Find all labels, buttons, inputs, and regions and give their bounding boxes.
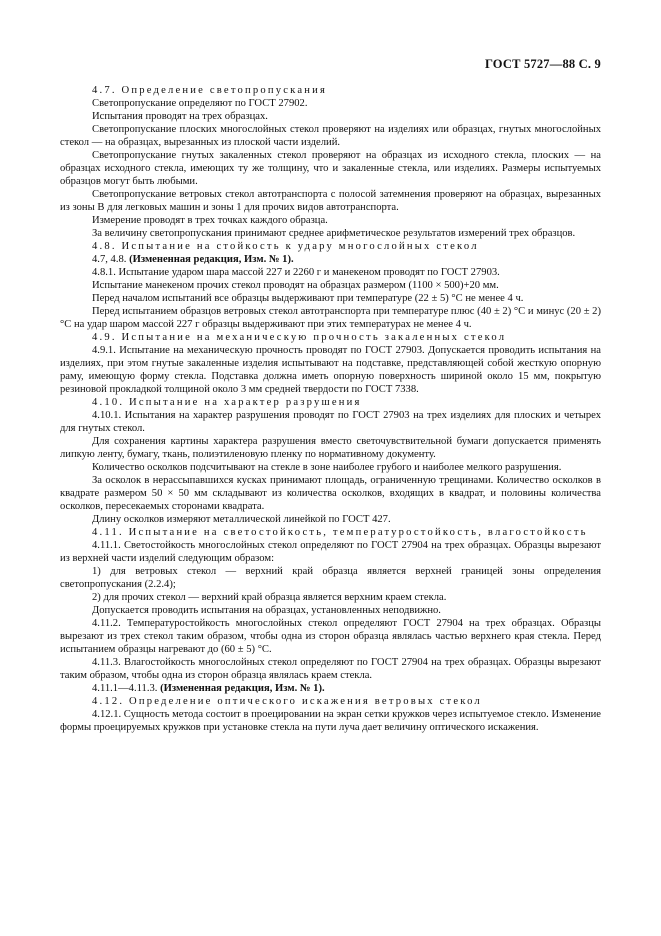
paragraph-text: 4.9.1. Испытание на механическую прочность проводят по ГОСТ 27903. Допускается проводить испытания на изделиях, при этом гнутые закаленные изделия испытывают на подставке, представляющей собой жесткую опорную раму, имеющую форму стекла. Подставка должна иметь опорную поверхность шириной около 15 мм, покрытую резиновой прокладкой толщиной около 3 мм средней твердости по ГОСТ 7338. bbox=[60, 345, 601, 395]
paragraph-text: Перед испытанием образцов ветровых стекол автотранспорта при температуре плюс (40 ± 2) °С и минус (20 ± 2) °С на удар шаром массой 227 г образцы выдерживают при этих температурах не менее 4 ч. bbox=[60, 306, 601, 330]
paragraph-text: Светопропускание определяют по ГОСТ 27902. bbox=[92, 98, 308, 109]
paragraph bbox=[60, 305, 601, 331]
paragraph bbox=[60, 266, 601, 279]
paragraph-text: 4.12. Определение оптического искажения ветровых стекол bbox=[92, 696, 482, 707]
paragraph bbox=[60, 708, 601, 734]
paragraph-text: 4.8. Испытание на стойкость к удару многослойных стекол bbox=[92, 241, 479, 252]
paragraph-text: 4.8.1. Испытание ударом шара массой 227 и 2260 г и манекеном проводят по ГОСТ 27903. bbox=[92, 267, 500, 278]
paragraph bbox=[60, 279, 601, 292]
paragraph-text: Допускается проводить испытания на образцах, установленных неподвижно. bbox=[92, 605, 441, 616]
paragraph bbox=[60, 604, 601, 617]
section-heading bbox=[60, 695, 601, 708]
paragraph bbox=[60, 617, 601, 656]
paragraph-text: За величину светопропускания принимают среднее арифметическое результатов измерений трех образцов. bbox=[92, 228, 576, 239]
paragraph bbox=[60, 565, 601, 591]
paragraph bbox=[60, 461, 601, 474]
document-body bbox=[60, 84, 601, 734]
paragraph-text: 4.7, 4.8. bbox=[92, 254, 130, 265]
paragraph-text: 2) для прочих стекол — верхний край образца является верхним краем стекла. bbox=[92, 592, 447, 603]
paragraph bbox=[60, 344, 601, 396]
paragraph-text: 4.11.2. Температуростойкость многослойных стекол определяют ГОСТ 27904 на трех образцах. Образцы вырезают из трех стекол таким образом, чтобы одна из сторон образца являлась частью верхнего края стекла. Перед испытанием образцы нагревают до (60 ± 5) °С. bbox=[60, 618, 601, 655]
paragraph-text: Светопропускание гнутых закаленных стекол проверяют на образцах из исходного стекла, плоских — на образцах исходного стекла, имеющих ту же толщину, что и закаленные стекла, или изделиях. Размеры испытуемых образцов могут быть любыми. bbox=[60, 150, 601, 187]
paragraph-text: 4.11.3. Влагостойкость многослойных стекол определяют по ГОСТ 27904 на трех образцах. Образцы вырезают таким образом, чтобы одна из сторон образца являлась краем стекла. bbox=[60, 657, 601, 681]
amendment-note: (Измененная редакция, Изм. № 1). bbox=[129, 254, 294, 265]
paragraph bbox=[60, 292, 601, 305]
paragraph bbox=[60, 253, 601, 266]
paragraph bbox=[60, 409, 601, 435]
paragraph-text: За осколок в нерассыпавшихся кусках принимают площадь, ограниченную трещинами. Количество осколков в квадрате размером 50 × 50 мм складывают из количества осколков, входящих в квадрат, и половины количества осколков, пересекаемых сторонами квадрата. bbox=[60, 475, 601, 512]
paragraph-text: 4.10.1. Испытания на характер разрушения проводят по ГОСТ 27903 на трех изделиях для плоских и четырех для гнутых стекол. bbox=[60, 410, 601, 434]
paragraph bbox=[60, 474, 601, 513]
section-heading bbox=[60, 331, 601, 344]
paragraph bbox=[60, 682, 601, 695]
paragraph-text: Длину осколков измеряют металлической линейкой по ГОСТ 427. bbox=[92, 514, 391, 525]
paragraph bbox=[60, 591, 601, 604]
amendment-note: (Измененная редакция, Изм. № 1). bbox=[160, 683, 325, 694]
paragraph bbox=[60, 214, 601, 227]
paragraph-text: 4.10. Испытание на характер разрушения bbox=[92, 397, 362, 408]
paragraph-text: 4.9. Испытание на механическую прочность закаленных стекол bbox=[92, 332, 507, 343]
paragraph bbox=[60, 149, 601, 188]
paragraph bbox=[60, 435, 601, 461]
paragraph bbox=[60, 110, 601, 123]
section-heading bbox=[60, 240, 601, 253]
paragraph bbox=[60, 123, 601, 149]
section-heading bbox=[60, 526, 601, 539]
paragraph-text: 4.7. Определение светопропускания bbox=[92, 85, 328, 96]
page-header: ГОСТ 5727—88 С. 9 bbox=[484, 57, 601, 71]
paragraph-text: Для сохранения картины характера разрушения вместо светочувствительной бумаги допускается применять липкую ленту, бумагу, ткань, полиэтиленовую пленку по нормативному документу. bbox=[60, 436, 601, 460]
paragraph-text: Количество осколков подсчитывают на стекле в зоне наиболее грубого и наиболее мелкого разрушения. bbox=[92, 462, 562, 473]
section-heading bbox=[60, 396, 601, 409]
paragraph bbox=[60, 227, 601, 240]
paragraph bbox=[60, 656, 601, 682]
paragraph-text: 4.11.1—4.11.3. bbox=[92, 683, 161, 694]
paragraph-text: Испытание манекеном прочих стекол проводят на образцах размером (1100 × 500)+20 мм. bbox=[92, 280, 499, 291]
paragraph-text: 4.12.1. Сущность метода состоит в проецировании на экран сетки кружков через испытуемое стекло. Изменение формы проецируемых кружков при установке стекла на пути луча дает величину оптического искажения. bbox=[60, 709, 601, 733]
paragraph bbox=[60, 97, 601, 110]
paragraph-text: Испытания проводят на трех образцах. bbox=[92, 111, 268, 122]
paragraph-text: 4.11. Испытание на светостойкость, температуростойкость, влагостойкость bbox=[92, 527, 588, 538]
paragraph-text: Светопропускание плоских многослойных стекол проверяют на изделиях или образцах, гнутых многослойных стекол — на образцах, вырезанных из плоской части изделий. bbox=[60, 124, 601, 148]
paragraph bbox=[60, 539, 601, 565]
paragraph-text: 4.11.1. Светостойкость многослойных стекол определяют по ГОСТ 27904 на трех образцах. Образцы вырезают из верхней части изделий следующим образом: bbox=[60, 540, 601, 564]
paragraph-text: 1) для ветровых стекол — верхний край образца является верхней границей зоны определения светопропускания (2.2.4); bbox=[60, 566, 601, 590]
section-heading bbox=[60, 84, 601, 97]
paragraph bbox=[60, 188, 601, 214]
paragraph bbox=[60, 513, 601, 526]
paragraph-text: Перед началом испытаний все образцы выдерживают при температуре (22 ± 5) °С не менее 4 ч. bbox=[92, 293, 524, 304]
paragraph-text: Светопропускание ветровых стекол автотранспорта с полосой затемнения проверяют на образцах, вырезанных из зоны В для легковых машин и зоны 1 для прочих видов автотранспорта. bbox=[60, 189, 601, 213]
paragraph-text: Измерение проводят в трех точках каждого образца. bbox=[92, 215, 328, 226]
